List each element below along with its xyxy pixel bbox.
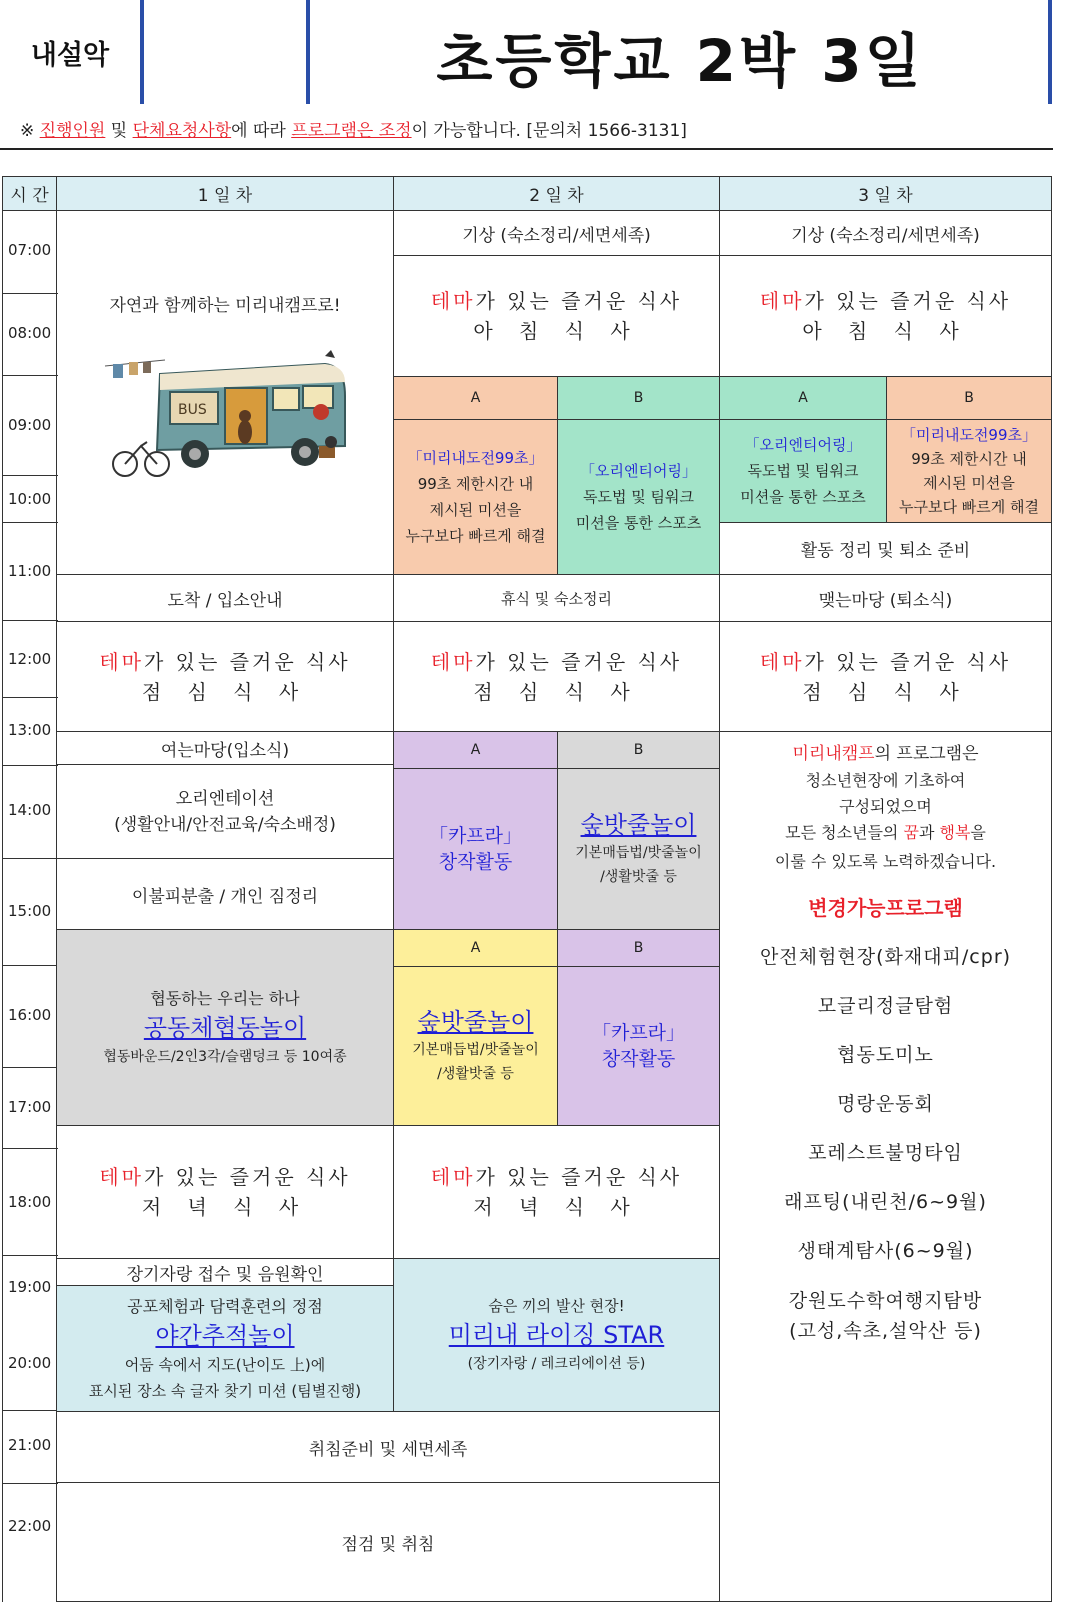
day2-pm2-b-header: B [557,929,720,967]
day2-kapla-1 [393,768,558,930]
time-label: 18:00 [8,1193,52,1211]
orient-line1: 독도법 및 팀워크 [583,488,694,506]
rope-title: 숲밧줄놀이 [580,811,697,839]
time-divider [3,475,58,476]
meal-theme-red: 테마 [99,649,144,674]
note-and: 과 [918,823,940,842]
night-title: 야간추적놀이 [155,1321,295,1350]
meal-theme-line [760,647,1011,677]
camping-bus-illustration [95,346,355,486]
meal-theme-line [99,1162,350,1192]
trip-line2: (고성,속초,설악산 등) [789,1320,982,1342]
kapla-title: 「카프라」 [428,825,523,847]
day3-info-panel [719,731,1052,1602]
meal-theme-red: 테마 [99,1165,144,1189]
time-divider [3,293,58,294]
time-label: 12:00 [8,650,52,668]
time-label: 21:00 [8,1436,52,1454]
meal-name: 저 녁 식 사 [473,1195,640,1219]
notice-highlight-2: 단체요청사항 [132,121,232,141]
day2-breakfast [393,255,720,377]
challenge-title: 「미리내도전99초」 [407,449,544,467]
orientation-title: 오리엔테이션 [175,788,275,809]
time-divider [3,1067,58,1068]
time-label: 14:00 [8,801,52,819]
time-divider [3,1255,58,1256]
meal-theme-rest: 가 있는 즐거운 식사 [144,649,351,674]
changeable-item: 래프팅(내린천/6~9월) [784,1191,987,1213]
time-divider [3,1483,58,1484]
day3-morning-b-header: B [886,376,1052,420]
kapla-sub: 창작활동 [438,851,513,873]
time-divider [3,375,58,376]
changeable-item: 포레스트불멍타임 [808,1142,963,1164]
time-label: 11:00 [8,562,52,580]
orientation-sub: (생활안내/안전교육/숙소배정) [114,814,336,835]
col-header-time: 시 간 [2,176,57,211]
meal-theme-red: 테마 [430,649,476,674]
time-divider [3,765,58,766]
time-label: 08:00 [8,324,52,342]
meal-theme-red: 테마 [759,649,805,674]
day2-wakeup: 기상 (숙소정리/세면세족) [393,210,720,256]
day1-opening: 여는마당(입소식) [56,731,394,765]
day2-rope-2 [393,966,558,1126]
col-header-day1: 1 일 차 [56,176,394,211]
notice-highlight-1: 진행인원 [39,121,106,141]
orient-line1: 독도법 및 팀워크 [747,462,859,480]
header-divider [0,148,1053,150]
changeable-item: 생태계탐사(6~9월) [797,1240,974,1262]
day3-closing: 맺는마당 (퇴소식) [719,574,1052,622]
time-label: 09:00 [8,416,52,434]
notice-mid-2: 에 따라 [231,121,292,141]
night-sub1: 어둠 속에서 지도(난이도 上)에 [124,1355,326,1374]
day1-dinner [56,1125,394,1259]
note-line2: 청소년현장에 기초하여 [805,771,966,790]
challenge-line2: 제시된 미션을 [923,474,1015,492]
changeable-item: 안전체험현장(화재대피/cpr) [759,946,1012,968]
day3-breakfast [719,255,1052,377]
time-divider [3,697,58,698]
note-line4 [785,820,986,846]
meal-theme-red: 테마 [759,289,805,313]
day2-challenge99 [393,419,558,575]
notice-mid-1: 및 [105,121,133,141]
changeable-item: 모글리정글탐험 [817,995,954,1017]
rope-sub1: 기본매듭법/밧줄놀이 [575,845,702,861]
rope-sub2: /생활밧줄 등 [437,1066,514,1082]
coop-line1: 협동하는 우리는 하나 [150,988,300,1008]
meal-name: 점 심 식 사 [802,679,969,704]
time-divider [3,620,58,621]
meal-theme-line [760,286,1011,316]
meal-name: 아 침 식 사 [473,319,640,343]
day1-night-chase [56,1285,394,1412]
day2-morning-a-header: A [393,376,558,420]
day3-challenge99 [886,419,1052,523]
day1-talent-signup: 장기자랑 접수 및 음원확인 [56,1258,394,1286]
night-sub2: 표시된 장소 속 글자 찾기 미션 (팀별진행) [88,1381,362,1400]
col-header-day3: 3 일 차 [719,176,1052,211]
meal-name: 점 심 식 사 [473,679,640,704]
day1-coop-game [56,929,394,1126]
changeable-title: 변경가능프로그램 [808,896,963,920]
star-title: 미리내 라이징 STAR [448,1321,665,1349]
day2-rest: 휴식 및 숙소정리 [393,574,720,622]
time-label: 20:00 [8,1354,52,1372]
day3-cleanup: 활동 정리 및 퇴소 준비 [719,522,1052,575]
day2-pm1-b-header: B [557,731,720,769]
note-line4-pre: 모든 청소년들의 [785,823,904,842]
challenge-line3: 누구보다 빠르게 해결 [405,527,546,545]
meal-name: 점 심 식 사 [141,679,309,704]
day3-wakeup: 기상 (숙소정리/세면세족) [719,210,1052,256]
note-happy: 행복 [939,823,971,842]
day1-orientation [56,764,394,859]
time-divider [3,858,58,859]
day2-orienteering [557,419,720,575]
day12-bedtime: 취침준비 및 세면세족 [56,1411,720,1483]
bus-icon [105,350,345,476]
day3-orienteering [719,419,887,523]
time-label: 19:00 [8,1278,52,1296]
day2-pm1-a-header: A [393,731,558,769]
time-divider [3,1148,58,1149]
changeable-item: 명랑운동회 [837,1093,934,1115]
note-line4-post: 을 [970,823,986,842]
day2-dinner [393,1125,720,1259]
time-label: 15:00 [8,902,52,920]
day1-intro-cell [56,210,394,575]
rope-title: 숲밧줄놀이 [417,1008,534,1036]
meal-theme-red: 테마 [430,289,476,313]
day1-bedding: 이불피분출 / 개인 짐정리 [56,858,394,930]
time-label: 13:00 [8,721,52,739]
day1-arrival: 도착 / 입소안내 [56,574,394,622]
orient-line2: 미션을 통한 스포츠 [740,488,866,506]
col-header-day2: 2 일 차 [393,176,720,211]
rope-sub1: 기본매듭법/밧줄놀이 [412,1042,539,1058]
time-label: 16:00 [8,1006,52,1024]
star-sub: (장기자랑 / 레크리에이션 등) [467,1356,646,1372]
time-divider [3,1410,58,1411]
challenge-line1: 99초 제한시간 내 [911,450,1027,468]
challenge-line2: 제시된 미션을 [429,501,522,519]
day2-kapla-2 [557,966,720,1126]
day2-lunch [393,621,720,732]
note-line5: 이룰 수 있도록 노력하겠습니다. [774,852,997,871]
day3-lunch [719,621,1052,732]
title-right-border [1048,0,1052,104]
meal-name: 저 녁 식 사 [141,1195,309,1219]
meal-theme-rest: 가 있는 즐거운 식사 [475,289,683,313]
time-divider [3,522,58,523]
day2-pm2-a-header: A [393,929,558,967]
changeable-item: 협동도미노 [837,1044,934,1066]
challenge-line3: 누구보다 빠르게 해결 [899,498,1039,516]
brand-box [0,0,144,104]
orient-title: 「오리엔티어링」 [744,436,862,454]
meal-theme-rest: 가 있는 즐거운 식사 [804,649,1012,674]
meal-theme-rest: 가 있는 즐거운 식사 [475,1165,683,1189]
meal-theme-rest: 가 있는 즐거운 식사 [144,1165,351,1189]
day2-rope-1 [557,768,720,930]
meal-theme-line [99,647,350,677]
notice-prefix: ※ [20,121,40,141]
coop-title: 공동체협동놀이 [143,1013,307,1042]
notice-highlight-3: 프로그램은 조정 [291,121,412,141]
kapla-sub: 창작활동 [601,1048,676,1070]
rope-sub2: /생활밧줄 등 [600,869,677,885]
day1-lunch [56,621,394,732]
svg-text:BUS: BUS [178,402,207,418]
kapla-title: 「카프라」 [591,1022,686,1044]
note-dream: 꿈 [903,823,919,842]
orient-title: 「오리엔티어링」 [580,462,697,480]
page-title: 초등학교 2박 3일 [436,27,924,95]
time-label: 17:00 [8,1098,52,1116]
day12-lightsout: 점검 및 취침 [56,1482,720,1602]
day2-rising-star [393,1258,720,1412]
night-line1: 공포체험과 담력훈련의 정점 [127,1296,323,1316]
trip-line1: 강원도수학여행지탐방 [788,1290,983,1312]
note-camp: 미리내캠프 [792,744,875,764]
challenge-line1: 99초 제한시간 내 [417,475,534,493]
orient-line2: 미션을 통한 스포츠 [575,514,702,532]
coop-sub: 협동바운드/2인3각/슬램덩크 등 10여종 [103,1048,347,1065]
note-line1 [792,740,978,768]
time-label: 10:00 [8,490,52,508]
note-line3: 구성되었으며 [839,797,932,816]
time-divider [3,965,58,966]
meal-theme-red: 테마 [430,1165,476,1189]
time-label: 07:00 [8,241,52,259]
meal-theme-line [431,647,682,677]
star-line1: 숨은 끼의 발산 현장! [488,1297,625,1315]
meal-theme-rest: 가 있는 즐거운 식사 [804,289,1012,313]
meal-theme-rest: 가 있는 즐거운 식사 [475,649,683,674]
meal-theme-line [431,286,682,316]
day3-morning-a-header: A [719,376,887,420]
meal-theme-line [431,1162,682,1192]
notice-line [20,116,1050,141]
day1-intro-text: 자연과 함께하는 미리내캠프로! [109,296,341,316]
note-line1-rest: 의 프로그램은 [874,744,979,764]
notice-suffix: 이 가능합니다. [문의처 1566-3131] [411,121,687,141]
time-label: 22:00 [8,1517,52,1535]
meal-name: 아 침 식 사 [802,319,969,343]
brand-label: 내설악 [30,40,110,71]
challenge-title: 「미리내도전99초」 [900,426,1038,444]
day2-morning-b-header: B [557,376,720,420]
